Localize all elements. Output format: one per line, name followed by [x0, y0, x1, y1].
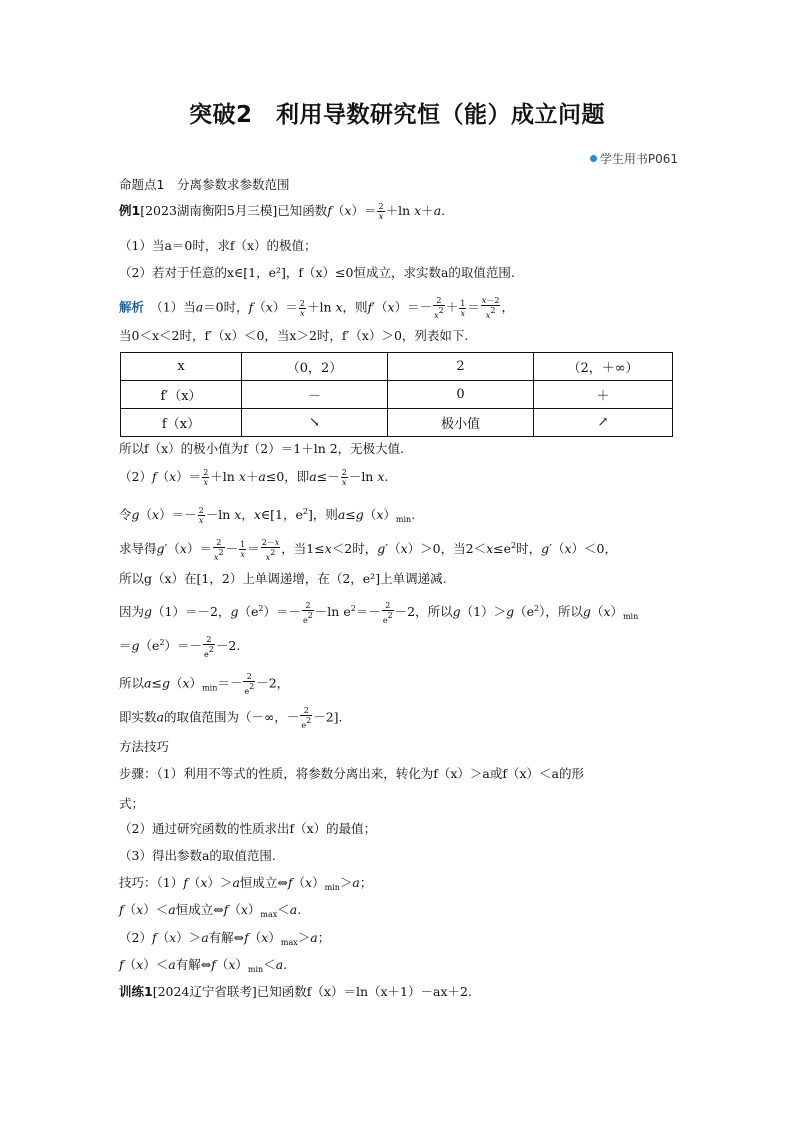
table-row [121, 381, 673, 409]
page-title: 突破2 利用导数研究恒（能）成立问题 [188, 102, 605, 128]
method-step-2: （2）通过研究函数的性质求出f（x）的最值； [119, 821, 377, 836]
table-header-row [121, 353, 673, 381]
table-cell: x [121, 353, 242, 381]
table-cell: f′（x） [121, 381, 242, 409]
method-step-3: （3）得出参数a的取值范围. [119, 848, 276, 863]
question-1: （1）当a＝0时，求f（x）的极值； [119, 238, 317, 253]
solution-line-1: 解析 （1）当a＝0时，f（x）＝ $\frac{2}{x}$ ＋ln x，则f′（x）＝－ $\frac{2}{x^2}$ ＋ $\frac{1}{x}$ ＝ $\frac{x-2}{x^2}$ ， [119, 296, 514, 320]
solution-g-monotonic: 所以g（x）在[1，2）上单调递增，在（2，e²]上单调递减. [119, 571, 447, 586]
reference-label: 学生用书P061 [599, 152, 678, 166]
solution-g-min: $=g(e^2)=-$ $\frac{2}{e^2}$ －2. [119, 634, 241, 659]
example-label: 例1 [119, 203, 141, 218]
solution-answer: 即实数a的取值范围为（－∞，－ $\frac{2}{e^2}$ －2]. [119, 706, 343, 730]
solution-part-2: （2）f（x）＝ $\frac{2}{x}$ ＋ln x＋a≤0，即a≤－ $\frac{2}{x}$ －ln x. [119, 468, 389, 487]
tip-2-b: f（x）＜a有解$\Leftrightarrow f(x)_{min}<a$. [119, 957, 288, 974]
solution-derivative-g: 求导得g′（x）＝ $\frac{2}{x^2}$ － $\frac{1}{x}$ ＝ $\frac{2-x}{x^2}$ ，当1≤x＜2时，g′（x）＞0，当$2<x\le e^2$时，g′（x）＜0， [119, 537, 617, 562]
student-book-reference [590, 150, 678, 167]
method-step-1-cont: 式； [119, 796, 145, 811]
table-cell: 2 [388, 353, 534, 381]
solution-label: 解析 [119, 299, 145, 315]
training-problem [119, 983, 472, 1001]
bullet-dot-icon [590, 155, 597, 162]
solution-g-values: 因为g（1）＝－2，$g(e^2)=-$ $\frac{2}{e^2}$ －ln $e^2=-$ $\frac{2}{e^2}$ －2，所以$g(1)>g(e^2)$，所以$g(x)_{min}$ [119, 600, 639, 625]
table-cell: ↗ [534, 409, 673, 437]
tip-1: 技巧：（1）f（x）＞a恒成立$\Leftrightarrow f(x)_{min}>a$； [119, 875, 373, 892]
monotonicity-table [120, 352, 673, 437]
training-source: [2024辽宁省联考] [152, 984, 257, 999]
training-text: 已知函数f（x）＝ln（x＋1）－ax＋2. [256, 984, 472, 999]
solution-let-g: 令g（x）＝－ $\frac{2}{x}$ －ln x，x∈[1，$e^2$]，则$a\le g(x)_{min}$. [119, 506, 416, 525]
example-source: [2023湖南衡阳5月三模] [140, 203, 278, 218]
topic-heading: 命题点1 分离参数求参数范围 [119, 177, 290, 192]
table-cell: 0 [388, 381, 534, 409]
training-label: 训练1 [119, 984, 153, 999]
table-cell: 极小值 [388, 409, 534, 437]
tip-1-b: f（x）＜a恒成立$\Leftrightarrow f(x)_{max}<a$. [119, 902, 302, 919]
table-cell: f（x） [121, 409, 242, 437]
table-cell: － [242, 381, 388, 409]
example-stem: 例1[2023湖南衡阳5月三模]已知函数f（x）＝ $\frac{2}{x}$ ＋ln x＋a. [119, 202, 446, 221]
solution-conclusion-1: 所以f（x）的极小值为f（2）＝1＋ln 2，无极大值. [119, 441, 405, 456]
tip-2: （2）f（x）＞a有解$\Leftrightarrow f(x)_{max}>a$； [119, 930, 331, 947]
method-step-1: 步骤：（1）利用不等式的性质，将参数分离出来，转化为f（x）＞a或f（x）＜a的形 [119, 766, 584, 781]
question-2: （2）若对于任意的x∈[1，e²]，f（x）≤0恒成立，求实数a的取值范围. [119, 265, 515, 280]
table-row [121, 409, 673, 437]
table-cell: ＋ [534, 381, 673, 409]
table-cell: ↘ [242, 409, 388, 437]
solution-line-2: 当0＜x＜2时，f′（x）＜0，当x＞2时，f′（x）＞0，列表如下. [119, 328, 469, 343]
example-stem-prefix: 已知函数 [277, 203, 328, 218]
table-cell: （2，＋∞） [534, 353, 673, 381]
table-cell: （0，2） [242, 353, 388, 381]
method-heading: 方法技巧 [119, 739, 170, 754]
solution-a-bound: 所以$a\le g(x)_{min}=-$ $\frac{2}{e^2}$ －2， [119, 672, 290, 696]
